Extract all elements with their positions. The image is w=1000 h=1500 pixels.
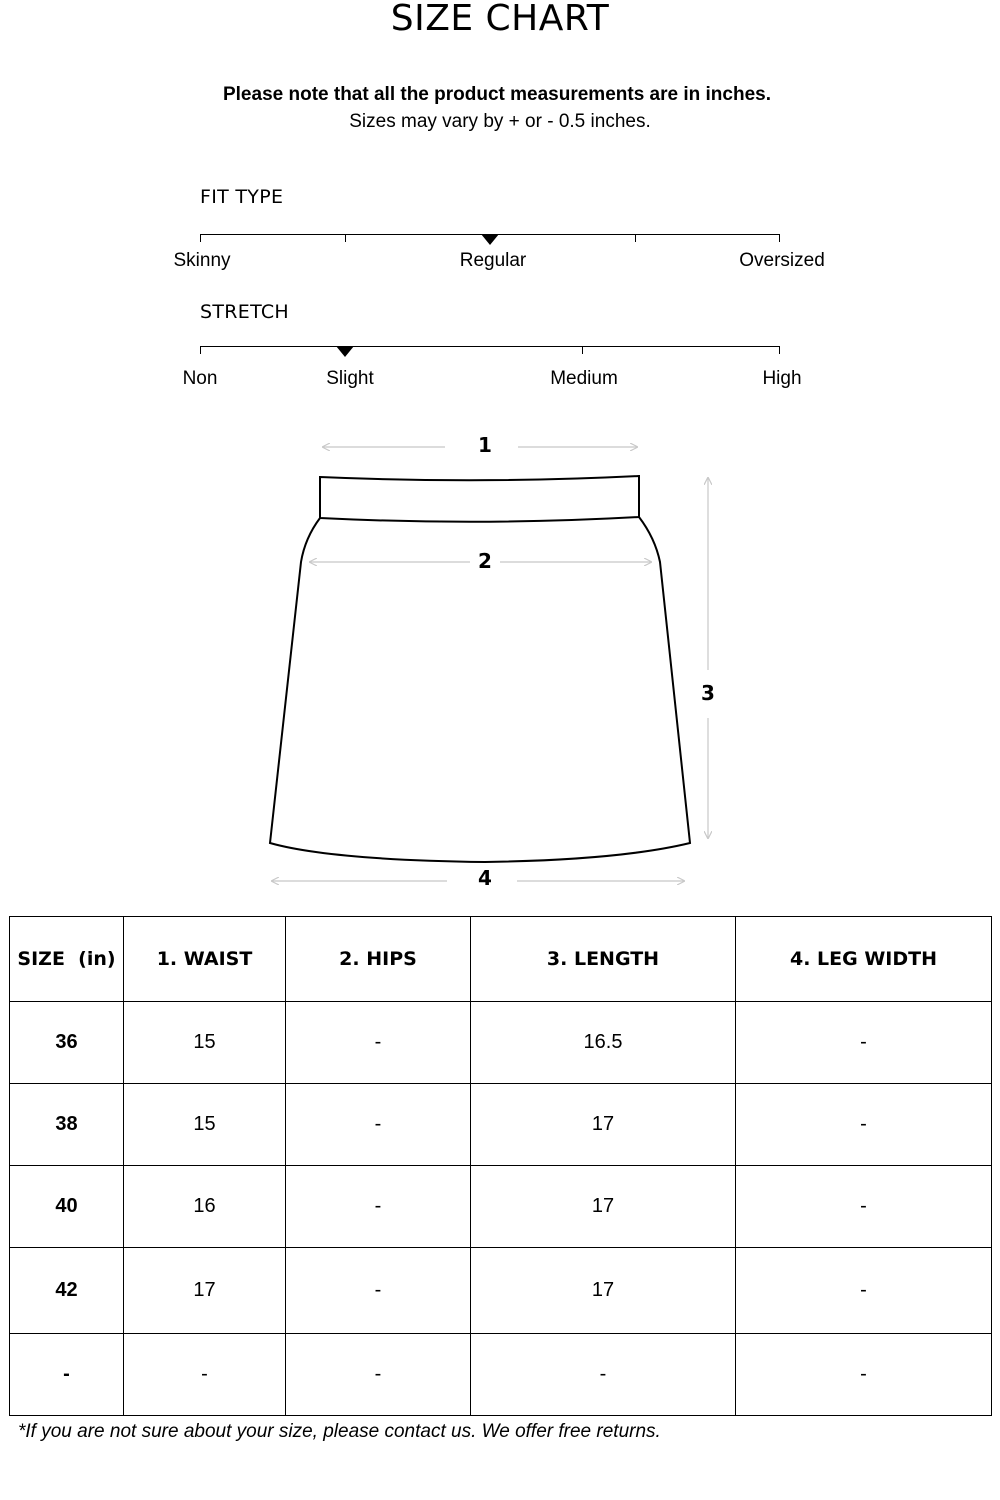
cell-length: 17 (471, 1166, 736, 1248)
measurement-note: Please note that all the product measurements are in inches. (222, 84, 771, 105)
header-length: 3. LENGTH (471, 917, 736, 1002)
cell-size: 40 (10, 1166, 124, 1248)
cell-hips: - (286, 1248, 471, 1334)
cell-length: 17 (471, 1248, 736, 1334)
fit-type-tick (345, 234, 346, 242)
table-row (10, 1166, 992, 1248)
stretch-selected-marker (336, 346, 354, 357)
cell-waist: 15 (124, 1084, 286, 1166)
stretch-label-slight: Slight (326, 368, 374, 389)
table-row (10, 1084, 992, 1166)
fit-type-selected-marker (481, 234, 499, 245)
cell-hips: - (286, 1002, 471, 1084)
table-header-row (10, 917, 992, 1002)
dim-label-4: 4 (478, 866, 492, 890)
fit-type-label-oversized: Oversized (739, 250, 825, 271)
footnote: *If you are not sure about your size, please contact us. We offer free returns. (18, 1421, 661, 1442)
cell-length: 16.5 (471, 1002, 736, 1084)
cell-waist: - (124, 1334, 286, 1416)
cell-leg-width: - (736, 1084, 992, 1166)
table-row (10, 1248, 992, 1334)
stretch-title: STRETCH (200, 301, 290, 323)
fit-type-tick (635, 234, 636, 242)
cell-leg-width: - (736, 1334, 992, 1416)
cell-size: 42 (10, 1248, 124, 1334)
variance-note: Sizes may vary by + or - 0.5 inches. (349, 111, 651, 132)
stretch-tick (200, 346, 201, 354)
cell-leg-width: - (736, 1002, 992, 1084)
cell-size: - (10, 1334, 124, 1416)
fit-type-label-skinny: Skinny (173, 250, 231, 271)
table-row (10, 1002, 992, 1084)
cell-hips: - (286, 1084, 471, 1166)
cell-waist: 17 (124, 1248, 286, 1334)
stretch-label-medium: Medium (550, 368, 618, 389)
cell-leg-width: - (736, 1248, 992, 1334)
fit-type-tick (779, 234, 780, 242)
fit-type-label-regular: Regular (459, 250, 527, 271)
header-hips: 2. HIPS (286, 917, 471, 1002)
stretch-line (200, 346, 780, 347)
cell-leg-width: - (736, 1166, 992, 1248)
cell-length: 17 (471, 1084, 736, 1166)
table-row (10, 1334, 992, 1416)
dim-label-3: 3 (701, 681, 715, 705)
header-leg-width: 4. LEG WIDTH (736, 917, 992, 1002)
size-table (9, 916, 992, 1416)
stretch-label-high: High (762, 368, 802, 389)
stretch-tick (582, 346, 583, 354)
cell-hips: - (286, 1166, 471, 1248)
cell-hips: - (286, 1334, 471, 1416)
dim-label-2: 2 (478, 549, 492, 573)
skirt-diagram (0, 420, 1000, 900)
cell-waist: 16 (124, 1166, 286, 1248)
skirt-waistband (320, 476, 639, 522)
dim-label-1: 1 (478, 433, 492, 457)
page-title: SIZE CHART (390, 0, 610, 39)
fit-type-title: FIT TYPE (200, 186, 284, 208)
header-waist: 1. WAIST (124, 917, 286, 1002)
cell-waist: 15 (124, 1002, 286, 1084)
stretch-tick (779, 346, 780, 354)
fit-type-tick (200, 234, 201, 242)
cell-size: 38 (10, 1084, 124, 1166)
cell-size: 36 (10, 1002, 124, 1084)
stretch-label-non: Non (182, 368, 218, 389)
cell-length: - (471, 1334, 736, 1416)
header-size: SIZE (in) (10, 917, 124, 1002)
